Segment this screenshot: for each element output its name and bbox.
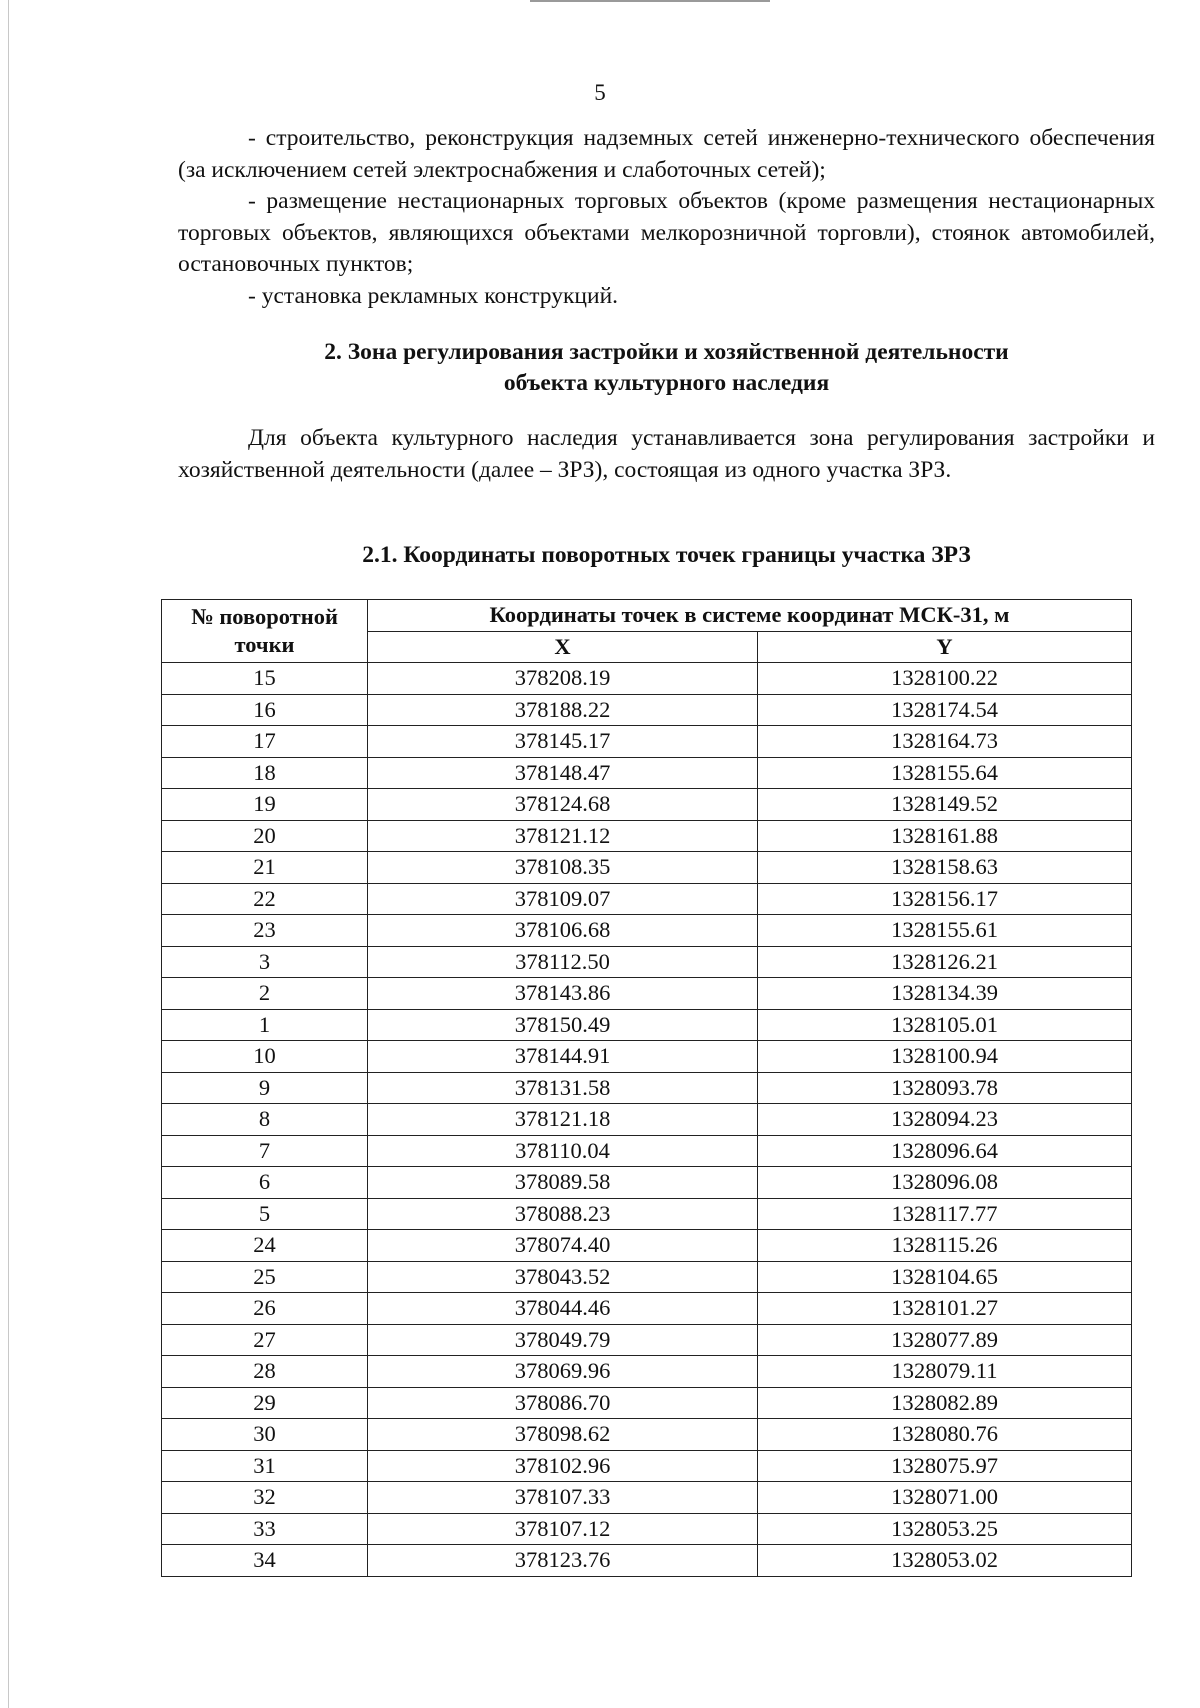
point-number-cell: 27 [162,1324,368,1356]
x-coordinate-cell: 378098.62 [368,1419,758,1451]
y-coordinate-cell: 1328174.54 [758,694,1132,726]
table-row [162,757,1132,789]
y-coordinate-cell: 1328093.78 [758,1072,1132,1104]
y-coordinate-cell: 1328079.11 [758,1356,1132,1388]
y-coordinate-cell: 1328158.63 [758,852,1132,884]
point-number-cell: 24 [162,1230,368,1262]
table-row [162,726,1132,758]
x-coordinate-cell: 378208.19 [368,663,758,695]
y-coordinate-cell: 1328071.00 [758,1482,1132,1514]
y-coordinate-cell: 1328126.21 [758,946,1132,978]
header-coordinates: Координаты точек в системе координат МСК-31, м [368,600,1132,632]
table-row [162,915,1132,947]
table-row [162,852,1132,884]
y-coordinate-cell: 1328096.64 [758,1135,1132,1167]
point-number-cell: 9 [162,1072,368,1104]
section-heading-line1: 2. Зона регулирования застройки и хозяйственной деятельности [324,339,1009,365]
x-coordinate-cell: 378107.33 [368,1482,758,1514]
y-coordinate-cell: 1328117.77 [758,1198,1132,1230]
x-coordinate-cell: 378102.96 [368,1450,758,1482]
table-row [162,1419,1132,1451]
x-coordinate-cell: 378043.52 [368,1261,758,1293]
page-number: 5 [594,80,606,105]
table-header-row [162,600,1132,632]
header-point-number [162,600,368,663]
table-row [162,1135,1132,1167]
x-coordinate-cell: 378121.12 [368,820,758,852]
y-coordinate-cell: 1328155.64 [758,757,1132,789]
bullet-list [178,123,1155,312]
x-coordinate-cell: 378112.50 [368,946,758,978]
bullet-item: - установка рекламных конструкций. [248,282,619,309]
x-coordinate-cell: 378089.58 [368,1167,758,1199]
x-coordinate-cell: 378088.23 [368,1198,758,1230]
point-number-cell: 26 [162,1293,368,1325]
point-number-cell: 8 [162,1104,368,1136]
x-coordinate-cell: 378110.04 [368,1135,758,1167]
point-number-cell: 19 [162,789,368,821]
point-number-cell: 1 [162,1009,368,1041]
section-heading [178,337,1155,399]
point-number-cell: 22 [162,883,368,915]
x-coordinate-cell: 378086.70 [368,1387,758,1419]
x-coordinate-cell: 378049.79 [368,1324,758,1356]
table-row [162,883,1132,915]
y-coordinate-cell: 1328164.73 [758,726,1132,758]
table-row [162,1324,1132,1356]
intro-paragraph [178,423,1155,486]
y-coordinate-cell: 1328134.39 [758,978,1132,1010]
point-number-cell: 30 [162,1419,368,1451]
table-row [162,1356,1132,1388]
x-coordinate-cell: 378148.47 [368,757,758,789]
y-coordinate-cell: 1328100.22 [758,663,1132,695]
point-number-cell: 16 [162,694,368,726]
x-coordinate-cell: 378131.58 [368,1072,758,1104]
table-row [162,1104,1132,1136]
point-number-cell: 29 [162,1387,368,1419]
y-coordinate-cell: 1328094.23 [758,1104,1132,1136]
point-number-cell: 7 [162,1135,368,1167]
table-row [162,1072,1132,1104]
y-coordinate-cell: 1328082.89 [758,1387,1132,1419]
x-coordinate-cell: 378144.91 [368,1041,758,1073]
x-coordinate-cell: 378044.46 [368,1293,758,1325]
point-number-cell: 15 [162,663,368,695]
y-coordinate-cell: 1328105.01 [758,1009,1132,1041]
point-number-cell: 28 [162,1356,368,1388]
point-number-cell: 34 [162,1545,368,1577]
point-number-cell: 3 [162,946,368,978]
y-coordinate-cell: 1328161.88 [758,820,1132,852]
header-y: Y [758,631,1132,663]
table-row [162,694,1132,726]
point-number-cell: 32 [162,1482,368,1514]
y-coordinate-cell: 1328156.17 [758,883,1132,915]
table-row [162,1230,1132,1262]
point-number-cell: 5 [162,1198,368,1230]
table-row [162,1167,1132,1199]
y-coordinate-cell: 1328100.94 [758,1041,1132,1073]
point-number-cell: 17 [162,726,368,758]
point-number-cell: 20 [162,820,368,852]
table-row [162,1387,1132,1419]
point-number-cell: 23 [162,915,368,947]
scan-top-mark [530,0,770,2]
x-coordinate-cell: 378107.12 [368,1513,758,1545]
y-coordinate-cell: 1328104.65 [758,1261,1132,1293]
coordinates-table [161,599,1132,1577]
table-row [162,1261,1132,1293]
table-row [162,1513,1132,1545]
table-row [162,1482,1132,1514]
table-title: 2.1. Координаты поворотных точек границы участка ЗРЗ [362,542,971,568]
x-coordinate-cell: 378069.96 [368,1356,758,1388]
point-number-cell: 18 [162,757,368,789]
scan-edge-line [8,0,9,1708]
point-number-cell: 25 [162,1261,368,1293]
y-coordinate-cell: 1328053.25 [758,1513,1132,1545]
table-row [162,1450,1132,1482]
bullet-item: - строительство, реконструкция надземных сетей инженерно-технического обеспечения (за исключением сетей электроснабжения и слаботочных сетей); [178,125,1155,183]
table-row [162,1293,1132,1325]
table-row [162,1198,1132,1230]
table-row [162,1009,1132,1041]
table-row [162,946,1132,978]
x-coordinate-cell: 378074.40 [368,1230,758,1262]
x-coordinate-cell: 378145.17 [368,726,758,758]
point-number-cell: 6 [162,1167,368,1199]
point-number-cell: 33 [162,1513,368,1545]
point-number-cell: 10 [162,1041,368,1073]
y-coordinate-cell: 1328077.89 [758,1324,1132,1356]
header-point-line1: № поворотной [191,604,338,629]
table-row [162,1041,1132,1073]
x-coordinate-cell: 378123.76 [368,1545,758,1577]
x-coordinate-cell: 378143.86 [368,978,758,1010]
y-coordinate-cell: 1328101.27 [758,1293,1132,1325]
x-coordinate-cell: 378108.35 [368,852,758,884]
table-row [162,663,1132,695]
table-row [162,820,1132,852]
y-coordinate-cell: 1328053.02 [758,1545,1132,1577]
y-coordinate-cell: 1328096.08 [758,1167,1132,1199]
point-number-cell: 31 [162,1450,368,1482]
x-coordinate-cell: 378124.68 [368,789,758,821]
y-coordinate-cell: 1328155.61 [758,915,1132,947]
table-body [162,663,1132,1577]
y-coordinate-cell: 1328075.97 [758,1450,1132,1482]
x-coordinate-cell: 378109.07 [368,883,758,915]
table-row [162,978,1132,1010]
point-number-cell: 21 [162,852,368,884]
section-heading-line2: объекта культурного наследия [503,370,830,396]
x-coordinate-cell: 378188.22 [368,694,758,726]
y-coordinate-cell: 1328149.52 [758,789,1132,821]
table-row [162,789,1132,821]
point-number-cell: 2 [162,978,368,1010]
bullet-item: - размещение нестационарных торговых объектов (кроме размещения нестационарных торговых объектов, являющихся объектами мелкорозничной торговли), стоянок автомобилей, остановочных пунктов; [178,188,1155,277]
header-point-line2: точки [234,632,295,657]
intro-text: Для объекта культурного наследия устанавливается зона регулирования застройки и хозяйственной деятельности (далее – ЗРЗ), состоящая из одного участка ЗРЗ. [178,425,1155,483]
x-coordinate-cell: 378150.49 [368,1009,758,1041]
header-x: X [368,631,758,663]
x-coordinate-cell: 378106.68 [368,915,758,947]
table-row [162,1545,1132,1577]
y-coordinate-cell: 1328080.76 [758,1419,1132,1451]
x-coordinate-cell: 378121.18 [368,1104,758,1136]
y-coordinate-cell: 1328115.26 [758,1230,1132,1262]
